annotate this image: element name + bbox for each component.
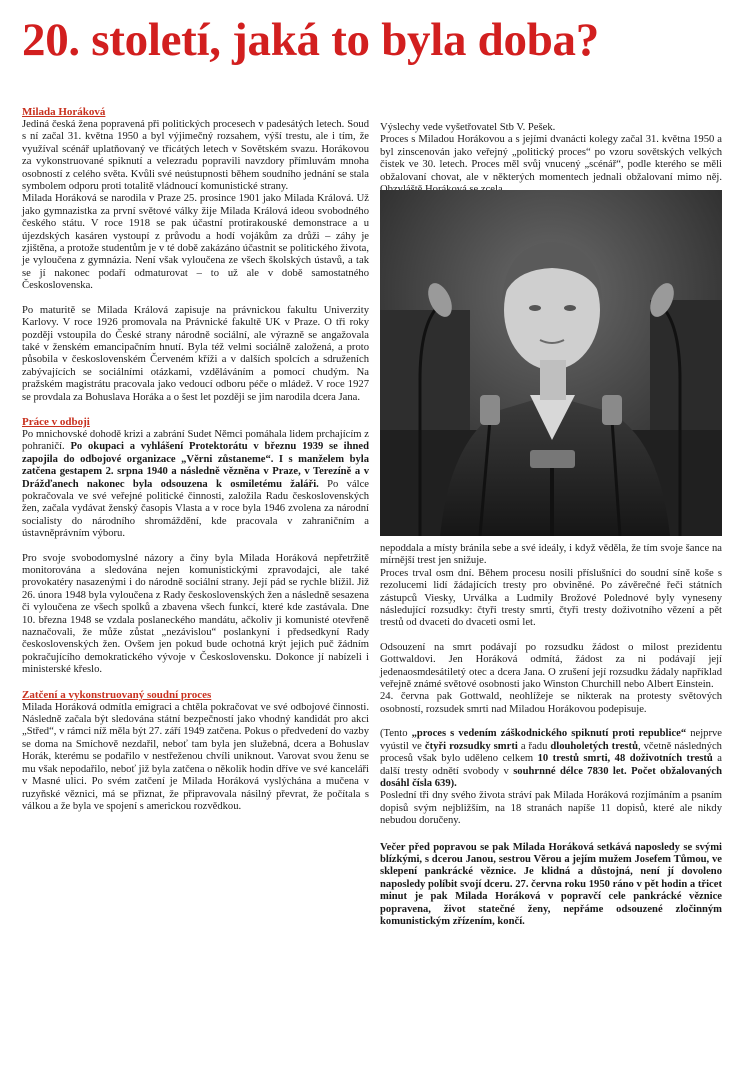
text-span: a řadu bbox=[520, 740, 548, 752]
photo-illustration bbox=[380, 190, 722, 536]
paragraph: Milada Horáková odmítla emigraci a chtěla pokračovat ve své odbojové činnosti. Následně začala být sledována státní bezpečností jako vhodný kandidát pro akci „Střed“, v rámci níž měla být 27. září 1949 zatčena. Pokus o předvedení do vazby se doma na Smíchově nezdařil, neboť tam byla jen služebná, dcera a Bohuslav Horák, kterému se podařilo v nestřeženou chvíli uniknout. Varovat svou ženu se mu však nepodařilo, neboť již byla zatčena o několik hodin dříve ve své kanceláři v Masné ulici. Po svém zatčení je Milada Horáková vyslýchána a mučena v ruzyňské věznici, má se přiznat, že připravovala násilný převrat, že počítala s válkou a že byla ve spojení s americkou rozvědkou. bbox=[22, 701, 369, 812]
paragraph-bold bbox=[380, 842, 722, 929]
bold-span: čtyři rozsudky smrti bbox=[424, 740, 518, 752]
paragraph: Proces s Miladou Horákovou a s jejími dvanácti kolegy začal 31. května 1950 a byl zinscenován jako veřejný „politický proces“ po vzoru sovětských velkých čistek ve 30. letech. Proces měl svůj vnucený „scénář“, podle kterého se měli obžalovaní chovat, ale v některých momentech jednali obžalovaní mimo něj. bbox=[380, 134, 722, 183]
text-span: Po válce pokračovala ve své veřejné politické činnosti, založila Radu československých žen, začala vydávat ženský časopis Vlasta a v roce byla 1946 zvolena za národní socialisty do národního shromáždění, kde pracovala v zahraničním a ústavněprávním výboru. bbox=[22, 478, 369, 540]
bold-span: „proces s vedením záškodnického spiknutí proti republice“ bbox=[411, 728, 687, 740]
page-title: 20. století, jaká to byla doba? bbox=[22, 14, 599, 66]
paragraph-proces bbox=[380, 728, 722, 790]
paragraph: Jediná česká žena popravená při politických procesech v padesátých letech. Soud s ní začal 31. května 1950 a byl výjimečný rozsahem, výší trestu, ale i tím, že využíval scénář uplatňovaný ve třicátých letech v Sovětském svazu. Horákovou za vykonstruované spiknutí a velezradu popravili navzdory přímluvám mnoha osobností z celého světa. Kvůli své neústupnosti během soudního jednání se stala symbolem odporu proti totalitě vládnoucí komunistické strany. bbox=[22, 119, 369, 193]
paragraph: 24. června pak Gottwald, neohlížeje se nikterak na protesty světových osobností, rozsudek smrti nad Miladou Horákovou podepisuje. bbox=[380, 691, 722, 715]
text-span: Po mnichovské dohodě krizi a zabrání Sudet Němci pomáhala lidem prchajícím z pohraničí. bbox=[22, 428, 369, 453]
bold-span: 10 trestů smrti, 48 doživotních trestů bbox=[537, 753, 713, 765]
left-column bbox=[22, 106, 369, 813]
text-span: a další tresty odnětí svobody v bbox=[380, 753, 722, 777]
paragraph-odboj bbox=[22, 429, 369, 541]
text-span: , včetně následných procesů však bylo uděleno celkem bbox=[380, 740, 722, 765]
section-heading-zatceni: Zatčení a vykonstruovaný soudní proces bbox=[22, 688, 212, 701]
text-span: nejprve vyústil ve bbox=[380, 728, 723, 752]
section-heading-milada: Milada Horáková bbox=[22, 106, 106, 118]
section-heading-odboj: Práce v odboji bbox=[22, 415, 90, 428]
right-column-bottom bbox=[380, 543, 722, 928]
paragraph: Po maturitě se Milada Králová zapisuje na právnickou fakultu Univerzity Karlovy. V roce 1926 promovala na Právnické fakultě UK v Praze. O tři roky později vstoupila do České strany národně sociální, ale výrazně se angažovala také v ženském emancipačním hnutí. Byla též velmi sociálně založená, a proto působila v československém Červeném kříži a v dalších spolcích a sdruženích zabývajících se sociálními otázkami, vzděláváním a pomocí chudým. Na pražském magistrátu pracovala jako vedoucí odboru péče o mládež. V roce 1927 se provdala za Bohuslava Horáka a o šest let později se jim narodila dcera Jana. bbox=[22, 304, 369, 403]
paragraph: Milada Horáková se narodila v Praze 25. prosince 1901 jako Milada Králová. Už jako gymnazistka za první světové války žije Milada Králová ideou svobodného českého státu. V roce 1918 se pak účastní protirakouské demonstrace a u újezdských kasáren vystoupí z průvodu a hodí vojákům za drůži – záhy je zjištěna, a protože studentům je v té době zakázáno účastnit se politického života, je vyloučena z gymnázia. Není však vyloučena ze všech školských ústavů, a tak se jí nakonec podaří odmaturovat – to už ale v době samostatného Československa. bbox=[22, 193, 369, 292]
bold-span: Po okupaci a vyhlášení Protektorátu v březnu 1939 se ihned zapojila do odbojové organizace „Věrni zůstaneme“. I s manželem byla zatčena gestapem 2. srpna 1940 a následně vězněna v Praze, v Terezíně a v Drážďanech nakonec byla odsouzena k osmiletému žaláři. bbox=[22, 441, 369, 490]
paragraph: Poslední tři dny svého života stráví pak Milada Horáková rozjímáním a psaním dopisů svým nejbližším, na 18 stranách napíše 11 dopisů, které ale nikdy nebudou doručeny. bbox=[380, 790, 722, 827]
paragraph: nepoddala a místy bránila sebe a své ideály, i když věděla, že tím svoje šance na mírnější trest jen snižuje. bbox=[380, 543, 722, 567]
text-span: (Tento bbox=[380, 728, 408, 740]
paragraph: Výslechy vede vyšetřovatel Stb V. Pešek. bbox=[380, 122, 556, 133]
courtroom-photo bbox=[380, 190, 722, 536]
right-column-top bbox=[380, 122, 722, 196]
paragraph: Proces trval osm dní. Během procesu nosili příslušníci do soudní síně koše s rezolucemi lidí žádajících tresty pro obviněné. Po závěrečné řeči státních zástupců Viesky, Urválka a Ludmily Brožové Polednové byly vyneseny následující rozsudky: čtyři tresty smrti, čtyři tresty doživotního vězení a pět trestů od dvaceti do dvaceti osmi let. bbox=[380, 567, 722, 629]
bold-span: souhrnné délce 7830 let. Počet obžalovaných dosáhl čísla 639). bbox=[380, 765, 722, 789]
bold-span: Večer před popravou se pak Milada Horáková setkává naposledy se svými blízkými, s dcerou Janou, sestrou Věrou a jejím mužem Josefem Tůmou, ve sklepení pankrácké věznice. Je klidná a důstojná, není jí dovoleno naposledy políbit svojí dceru. 27. června roku 1950 ráno v pět hodin a třicet minut je pak Milada Horáková v popravčí cele pankrácké věznice popravena, život statečné ženy, nepřáme odsouzené zločinným komunistickým zřízením, končí. bbox=[380, 841, 722, 927]
paragraph: Odsouzení na smrt podávají po rozsudku žádost o milost prezidentu Gottwaldovi. Jen Horáková odmítá, žádost za ni podávají její jedenaosmdesátiletý otec a dcera Jana. O zrušení její rozsudku žádaly například veřejně známé světové osobnosti jako Winston Churchill nebo Albert Einstein. bbox=[380, 641, 722, 691]
paragraph: Pro svoje svobodomyslné názory a činy byla Milada Horáková nepřetržitě monitorována a sledována nejen komunistickými zpravodajci, ale také provokatéry nasazenými i do národně sociální strany. Její pád se rychle blížil. Již 26. února 1948 byla vyloučena z Rady československých žen a následně sesazena či vyloučena ze všech spolků a zbavena všech funkcí, které kde zastávala. Dne 10. března 1948 se vzdala poslaneckého mandátu, ačkoliv ji komunisté otevřeně naznačovali, že může zůstat „nezávislou“ poslankyní i předsedkyní Rady československých žen. Ovšem jen pokud bude ochotná krýt jejich puč žádním pokračujícího demokratického vývoje v Československu. Dokonce jí nabízeli i ministerské křeslo. bbox=[22, 552, 369, 676]
bold-span: dlouholetých trestů bbox=[550, 740, 638, 752]
